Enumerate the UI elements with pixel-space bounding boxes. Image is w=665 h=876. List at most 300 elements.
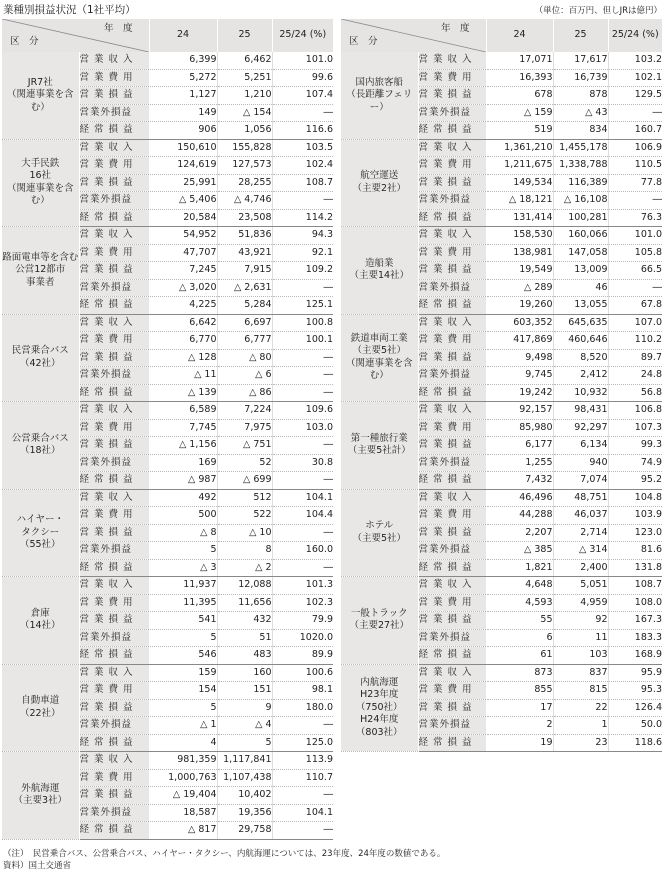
item-label: 営業外損益	[418, 104, 486, 122]
value-ratio: ―	[272, 822, 333, 840]
item-label: 経 常 損 益	[418, 384, 486, 402]
value-24: 1,255	[486, 454, 553, 472]
value-25: 160	[217, 664, 272, 682]
value-25: 52	[217, 454, 272, 472]
value-24: 546	[149, 647, 217, 665]
item-label: 営 業 損 益	[79, 524, 149, 542]
value-25: 432	[217, 612, 272, 630]
item-label: 経 常 損 益	[79, 472, 149, 490]
right-table	[341, 19, 662, 752]
item-label: 営 業 収 入	[418, 664, 486, 682]
header-col-25: 25	[217, 19, 272, 52]
value-24: 92,157	[486, 402, 553, 420]
value-25: 878	[553, 87, 608, 105]
value-25: 11	[553, 629, 608, 647]
value-24: 5	[149, 542, 217, 560]
value-25: 1,056	[217, 122, 272, 140]
value-24: △ 3	[149, 559, 217, 577]
value-24: 2	[486, 717, 553, 735]
value-25: 10,932	[553, 384, 608, 402]
value-24: 19,260	[486, 297, 553, 315]
value-24: 19	[486, 734, 553, 752]
value-25: 10,402	[217, 787, 272, 805]
value-ratio: 103.0	[272, 419, 333, 437]
value-25: 940	[553, 454, 608, 472]
value-25: 6,134	[553, 437, 608, 455]
item-label: 営 業 損 益	[79, 174, 149, 192]
value-25: 46	[553, 279, 608, 297]
value-25: 13,009	[553, 262, 608, 280]
value-24: 1,361,210	[486, 139, 553, 157]
value-ratio: 104.1	[272, 804, 333, 822]
item-label: 営 業 費 用	[418, 69, 486, 87]
category-name: ハイヤー・ タクシー （55社）	[2, 489, 79, 577]
value-ratio: ―	[272, 367, 333, 385]
value-24: △ 11	[149, 367, 217, 385]
value-ratio: ―	[608, 279, 662, 297]
table-row	[341, 314, 662, 332]
header-col-24: 24	[149, 19, 217, 52]
header-year-label: 年 度	[440, 23, 470, 34]
item-label: 営業外損益	[79, 104, 149, 122]
value-25: 155,828	[217, 139, 272, 157]
value-25: 22	[553, 699, 608, 717]
value-24: 6,770	[149, 332, 217, 350]
value-24: 61	[486, 647, 553, 665]
value-24: 678	[486, 87, 553, 105]
value-25: 2,714	[553, 524, 608, 542]
value-24: 4,593	[486, 594, 553, 612]
item-label: 経 常 損 益	[79, 122, 149, 140]
header-col-25: 25	[553, 19, 608, 52]
value-25: 1	[553, 717, 608, 735]
value-25: 23,508	[217, 209, 272, 227]
value-25: 2,412	[553, 367, 608, 385]
category-name: 自動車道 （22社）	[2, 664, 79, 752]
item-label: 営 業 損 益	[418, 262, 486, 280]
value-ratio: 56.8	[608, 384, 662, 402]
value-24: 9,498	[486, 349, 553, 367]
item-label: 営 業 費 用	[79, 69, 149, 87]
category-name: 造船業 （主要14社）	[341, 227, 418, 315]
value-ratio: ―	[272, 524, 333, 542]
item-label: 営 業 費 用	[79, 769, 149, 787]
table-row	[341, 664, 662, 682]
value-ratio: 98.1	[272, 682, 333, 700]
item-label: 営業外損益	[79, 192, 149, 210]
item-label: 営 業 費 用	[79, 157, 149, 175]
value-ratio: 99.6	[272, 69, 333, 87]
value-ratio: ―	[272, 384, 333, 402]
value-25: 6,462	[217, 52, 272, 69]
item-label: 営 業 費 用	[418, 244, 486, 262]
value-25: △ 751	[217, 437, 272, 455]
value-ratio: 102.1	[608, 69, 662, 87]
value-25: △ 6	[217, 367, 272, 385]
table-row	[2, 752, 333, 770]
item-label: 経 常 損 益	[79, 647, 149, 665]
value-25: 7,224	[217, 402, 272, 420]
value-ratio: ―	[272, 349, 333, 367]
item-label: 経 常 損 益	[79, 734, 149, 752]
value-25: 837	[553, 664, 608, 682]
value-24: 4,648	[486, 577, 553, 595]
value-24: 17	[486, 699, 553, 717]
value-ratio: 131.8	[608, 559, 662, 577]
value-25: △ 43	[553, 104, 608, 122]
value-ratio: 101.0	[272, 52, 333, 69]
header-category-label: 区 分	[10, 35, 39, 47]
item-label: 営業外損益	[79, 454, 149, 472]
value-25: 1,117,841	[217, 752, 272, 770]
item-label: 営 業 損 益	[79, 262, 149, 280]
value-24: 19,549	[486, 262, 553, 280]
value-25: 17,617	[553, 52, 608, 69]
value-24: 20,584	[149, 209, 217, 227]
value-ratio: 108.7	[608, 577, 662, 595]
value-24: △ 8	[149, 524, 217, 542]
value-25: 116,389	[553, 174, 608, 192]
value-ratio: 102.4	[272, 157, 333, 175]
value-ratio: 126.4	[608, 699, 662, 717]
header-corner	[341, 19, 486, 52]
value-24: 11,395	[149, 594, 217, 612]
value-ratio: 66.5	[608, 262, 662, 280]
item-label: 営 業 費 用	[79, 244, 149, 262]
value-25: 460,646	[553, 332, 608, 350]
value-25: △ 314	[553, 542, 608, 560]
value-25: 815	[553, 682, 608, 700]
value-25: 127,573	[217, 157, 272, 175]
item-label: 営業外損益	[79, 542, 149, 560]
item-label: 営 業 損 益	[418, 612, 486, 630]
header-col-ratio: 25/24 (%)	[272, 19, 333, 52]
value-24: 18,587	[149, 804, 217, 822]
item-label: 営 業 費 用	[418, 507, 486, 525]
value-24: 54,952	[149, 227, 217, 245]
value-ratio: 113.9	[272, 752, 333, 770]
value-25: 160,066	[553, 227, 608, 245]
item-label: 経 常 損 益	[79, 384, 149, 402]
category-name: 民営乗合バス （42社）	[2, 314, 79, 402]
value-24: 138,981	[486, 244, 553, 262]
value-25: 7,975	[217, 419, 272, 437]
item-label: 営 業 収 入	[418, 52, 486, 69]
value-ratio: 94.3	[272, 227, 333, 245]
value-25: 92	[553, 612, 608, 630]
value-24: 9,745	[486, 367, 553, 385]
value-ratio: 110.7	[272, 769, 333, 787]
value-25: 1,338,788	[553, 157, 608, 175]
value-24: 4	[149, 734, 217, 752]
value-ratio: ―	[272, 192, 333, 210]
value-ratio: 106.9	[608, 139, 662, 157]
table-row	[341, 402, 662, 420]
item-label: 営業外損益	[79, 629, 149, 647]
value-24: △ 128	[149, 349, 217, 367]
value-25: 1,210	[217, 87, 272, 105]
value-25: 92,297	[553, 419, 608, 437]
value-25: 2,400	[553, 559, 608, 577]
value-ratio: 107.3	[608, 419, 662, 437]
table-row	[341, 489, 662, 507]
value-ratio: 168.9	[608, 647, 662, 665]
item-label: 営業外損益	[418, 192, 486, 210]
item-label: 営 業 費 用	[79, 682, 149, 700]
category-name: 内航海運 H23年度 （750社） H24年度 （803社）	[341, 664, 418, 752]
value-25: 6,697	[217, 314, 272, 332]
value-ratio: 76.3	[608, 209, 662, 227]
value-ratio: 183.3	[608, 629, 662, 647]
value-24: 149,534	[486, 174, 553, 192]
value-ratio: 108.0	[608, 594, 662, 612]
value-ratio: 116.6	[272, 122, 333, 140]
value-24: 417,869	[486, 332, 553, 350]
item-label: 営 業 収 入	[79, 577, 149, 595]
value-25: 8	[217, 542, 272, 560]
source-text: 資料）国土交通省	[3, 861, 72, 871]
value-ratio: 100.8	[272, 314, 333, 332]
value-25: 147,058	[553, 244, 608, 262]
value-24: 44,288	[486, 507, 553, 525]
value-ratio: 1020.0	[272, 629, 333, 647]
value-ratio: ―	[272, 472, 333, 490]
value-25: 11,656	[217, 594, 272, 612]
value-24: △ 159	[486, 104, 553, 122]
value-ratio: ―	[608, 192, 662, 210]
item-label: 経 常 損 益	[79, 559, 149, 577]
value-25: 29,758	[217, 822, 272, 840]
value-ratio: 107.4	[272, 87, 333, 105]
item-label: 営 業 損 益	[79, 612, 149, 630]
table-row	[2, 314, 333, 332]
value-25: 483	[217, 647, 272, 665]
value-24: 17,071	[486, 52, 553, 69]
value-24: △ 1	[149, 717, 217, 735]
value-ratio: 89.9	[272, 647, 333, 665]
item-label: 営 業 収 入	[418, 314, 486, 332]
category-name: ホテル （主要5社）	[341, 489, 418, 577]
item-label: 営 業 収 入	[79, 227, 149, 245]
value-ratio: 118.6	[608, 734, 662, 752]
item-label: 営 業 費 用	[418, 594, 486, 612]
value-ratio: 92.1	[272, 244, 333, 262]
header-col-ratio: 25/24 (%)	[608, 19, 662, 52]
value-24: 4,225	[149, 297, 217, 315]
notes	[3, 848, 445, 872]
item-label: 営 業 収 入	[79, 489, 149, 507]
value-ratio: 180.0	[272, 699, 333, 717]
value-24: △ 289	[486, 279, 553, 297]
value-ratio: ―	[608, 104, 662, 122]
value-ratio: 125.0	[272, 734, 333, 752]
value-ratio: 125.1	[272, 297, 333, 315]
value-25: 8,520	[553, 349, 608, 367]
value-ratio: 103.5	[272, 139, 333, 157]
value-24: 541	[149, 612, 217, 630]
item-label: 営 業 収 入	[79, 52, 149, 69]
value-24: 873	[486, 664, 553, 682]
value-24: 25,991	[149, 174, 217, 192]
item-label: 営 業 費 用	[418, 682, 486, 700]
value-ratio: 104.4	[272, 507, 333, 525]
item-label: 営 業 収 入	[79, 314, 149, 332]
value-25: 5,284	[217, 297, 272, 315]
value-ratio: 104.1	[272, 489, 333, 507]
value-25: 12,088	[217, 577, 272, 595]
value-24: 149	[149, 104, 217, 122]
value-24: △ 987	[149, 472, 217, 490]
value-ratio: ―	[272, 279, 333, 297]
value-25: 46,037	[553, 507, 608, 525]
item-label: 営 業 損 益	[79, 437, 149, 455]
value-ratio: 95.9	[608, 664, 662, 682]
value-24: △ 3,020	[149, 279, 217, 297]
value-ratio: 104.8	[608, 489, 662, 507]
value-ratio: 95.3	[608, 682, 662, 700]
table-row	[2, 227, 333, 245]
value-25: 522	[217, 507, 272, 525]
item-label: 経 常 損 益	[79, 297, 149, 315]
value-25: 7,915	[217, 262, 272, 280]
value-25: △ 80	[217, 349, 272, 367]
value-25: 100,281	[553, 209, 608, 227]
value-ratio: ―	[272, 559, 333, 577]
value-24: 55	[486, 612, 553, 630]
value-24: 1,000,763	[149, 769, 217, 787]
value-24: 1,821	[486, 559, 553, 577]
value-25: 9	[217, 699, 272, 717]
item-label: 営 業 費 用	[79, 507, 149, 525]
value-24: 7,432	[486, 472, 553, 490]
category-name: 公営乗合バス （18社）	[2, 402, 79, 490]
category-name: 一般トラック （主要27社）	[341, 577, 418, 665]
item-label: 営 業 収 入	[418, 402, 486, 420]
value-24: 6,642	[149, 314, 217, 332]
value-ratio: 74.9	[608, 454, 662, 472]
item-label: 経 常 損 益	[418, 122, 486, 140]
value-24: 500	[149, 507, 217, 525]
value-24: 7,745	[149, 419, 217, 437]
value-ratio: 109.6	[272, 402, 333, 420]
value-24: 5	[149, 629, 217, 647]
value-ratio: ―	[272, 104, 333, 122]
category-name: 国内旅客船 （長距離フェリー）	[341, 52, 418, 139]
table-row	[341, 577, 662, 595]
value-ratio: 109.2	[272, 262, 333, 280]
value-ratio: 160.7	[608, 122, 662, 140]
value-24: 6,177	[486, 437, 553, 455]
item-label: 営 業 収 入	[418, 227, 486, 245]
value-24: 603,352	[486, 314, 553, 332]
value-24: 5,272	[149, 69, 217, 87]
value-25: 13,055	[553, 297, 608, 315]
item-label: 営 業 費 用	[418, 419, 486, 437]
table-row	[341, 227, 662, 245]
value-25: 103	[553, 647, 608, 665]
category-name: 倉庫 （14社）	[2, 577, 79, 665]
value-25: 48,751	[553, 489, 608, 507]
item-label: 営業外損益	[418, 629, 486, 647]
value-25: 6,777	[217, 332, 272, 350]
item-label: 営 業 費 用	[79, 332, 149, 350]
item-label: 経 常 損 益	[418, 734, 486, 752]
value-ratio: 160.0	[272, 542, 333, 560]
value-24: 16,393	[486, 69, 553, 87]
item-label: 営業外損益	[418, 542, 486, 560]
value-24: 159	[149, 664, 217, 682]
item-label: 経 常 損 益	[418, 647, 486, 665]
value-ratio: 50.0	[608, 717, 662, 735]
value-25: 512	[217, 489, 272, 507]
item-label: 経 常 損 益	[418, 559, 486, 577]
value-24: △ 1,156	[149, 437, 217, 455]
value-24: 2,207	[486, 524, 553, 542]
value-24: 11,937	[149, 577, 217, 595]
value-25: 19,356	[217, 804, 272, 822]
value-ratio: ―	[272, 787, 333, 805]
item-label: 営 業 費 用	[79, 594, 149, 612]
category-name: JR7社 （関連事業を含む）	[2, 52, 79, 139]
value-24: △ 385	[486, 542, 553, 560]
left-table	[2, 19, 333, 840]
value-24: 154	[149, 682, 217, 700]
value-25: 16,739	[553, 69, 608, 87]
value-25: 23	[553, 734, 608, 752]
value-ratio: 105.8	[608, 244, 662, 262]
value-ratio: 123.0	[608, 524, 662, 542]
category-name: 第一種旅行業 （主要5社計）	[341, 402, 418, 490]
value-24: △ 139	[149, 384, 217, 402]
value-ratio: 79.9	[272, 612, 333, 630]
item-label: 経 常 損 益	[79, 209, 149, 227]
category-name: 大手民鉄 16社 （関連事業を含む）	[2, 139, 79, 227]
value-24: △ 817	[149, 822, 217, 840]
value-24: 981,359	[149, 752, 217, 770]
item-label: 営業外損益	[79, 367, 149, 385]
item-label: 営 業 収 入	[418, 139, 486, 157]
value-24: 85,980	[486, 419, 553, 437]
item-label: 営 業 費 用	[418, 157, 486, 175]
value-24: 855	[486, 682, 553, 700]
value-ratio: 89.7	[608, 349, 662, 367]
value-ratio: 95.2	[608, 472, 662, 490]
table-row	[2, 402, 333, 420]
table-row	[2, 489, 333, 507]
value-25: 5,251	[217, 69, 272, 87]
value-ratio: 108.7	[272, 174, 333, 192]
item-label: 営 業 損 益	[79, 87, 149, 105]
value-ratio: 77.8	[608, 174, 662, 192]
value-24: 6,589	[149, 402, 217, 420]
value-ratio: 103.2	[608, 52, 662, 69]
value-24: 169	[149, 454, 217, 472]
value-ratio: 101.3	[272, 577, 333, 595]
value-25: 7,074	[553, 472, 608, 490]
table-row	[341, 139, 662, 157]
value-ratio: 106.8	[608, 402, 662, 420]
item-label: 営 業 損 益	[418, 437, 486, 455]
item-label: 営 業 損 益	[418, 349, 486, 367]
value-24: △ 5,406	[149, 192, 217, 210]
header-col-24: 24	[486, 19, 553, 52]
category-name: 路面電車等を含む 公営12都市 事業者	[2, 227, 79, 315]
value-25: 645,635	[553, 314, 608, 332]
table-row	[2, 52, 333, 69]
note-text: （注） 民営乗合バス、公営乗合バス、ハイヤー・タクシー、内航海運については、23年度、24年度の数値である。	[3, 849, 446, 859]
item-label: 営 業 費 用	[79, 419, 149, 437]
value-ratio: ―	[272, 717, 333, 735]
